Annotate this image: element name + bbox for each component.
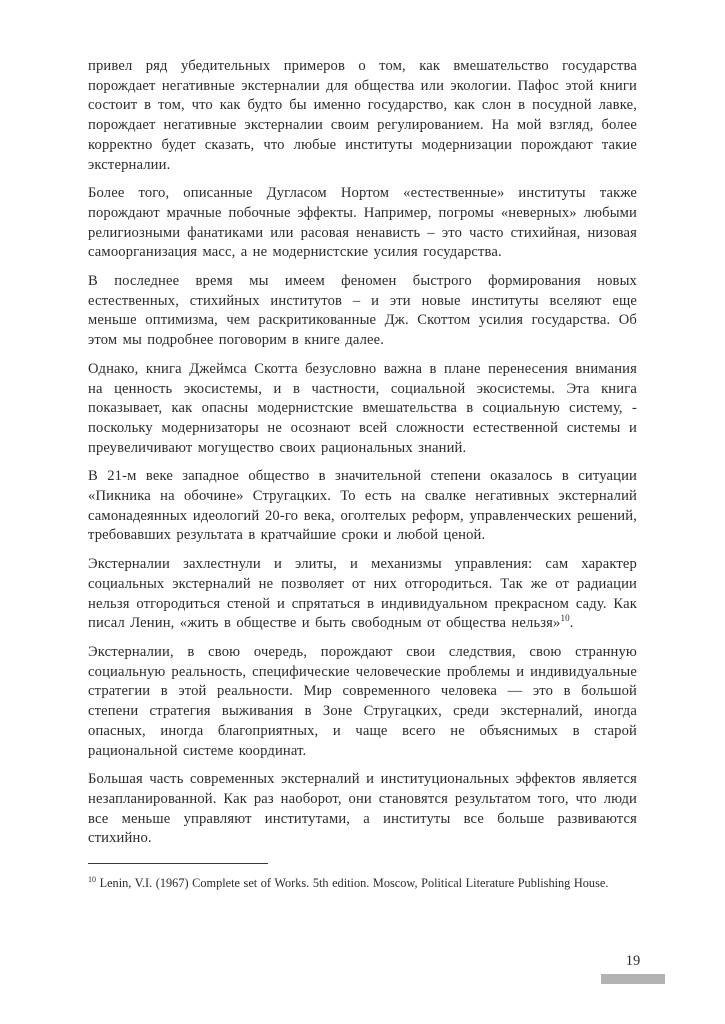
paragraph: Экстерналии захлестнули и элиты, и механизмы управления: сам характер социальных экстерналий не позволяет от них отгородиться. Так же от радиации нельзя отгородиться стеной и спрятаться в индивидуальном прекрасном саду. Как писал Ленин, «жить в обществе и быть свободным от общества нельзя»$^{10}$. xyxy=(88,556,637,632)
paragraph: Большая часть современных экстерналий и институциональных эффектов является незапланированной. Как раз наоборот, они становятся результатом того, что люди все меньше управляют институтами, а институты все больше развиваются стихийно. xyxy=(88,771,637,847)
footnote-marker: 10 xyxy=(88,875,96,885)
paragraph: Более того, описанные Дугласом Нортом «естественные» институты также порождают мрачные побочные эффекты. Например, погромы «неверных» любыми религиозными фанатиками или расовая ненависть – это часто стихийная, низовая самоорганизация масс, а не модернистские усилия государства. xyxy=(88,185,637,261)
page-number: 19 xyxy=(625,953,641,969)
page-number-bar xyxy=(601,974,665,984)
paragraph: В 21-м веке западное общество в значительной степени оказалось в ситуации «Пикника на обочине» Стругацких. То есть на свалке негативных экстерналий самонадеянных идеологий 20-го века, оголтелых реформ, управленческих решений, требовавших результата в кратчайшие сроки и любой ценой. xyxy=(88,468,637,544)
paragraph: В последнее время мы имеем феномен быстрого формирования новых естественных, стихийных институтов – и эти новые институты вселяют еще меньше оптимизма, чем раскритикованные Дж. Скоттом усилия государства. Об этом мы подробнее поговорим в книге далее. xyxy=(88,273,637,349)
page-footer xyxy=(601,953,665,984)
footnote-reference-marker: 10 xyxy=(560,613,570,624)
footnote-text: Lenin, V.I. (1967) Complete set of Works. 5th edition. Moscow, Political Literature Publishing House. xyxy=(96,876,609,891)
paragraph: привел ряд убедительных примеров о том, как вмешательство государства порождает негативные экстерналии для общества или экологии. Пафос этой книги состоит в том, что как будто бы именно государство, как слон в посудной лавке, порождает негативные экстерналии своим регулированием. На мой взгляд, более корректно будет сказать, что любые институты модернизации порождают такие экстерналии. xyxy=(88,58,637,173)
footnote-separator xyxy=(88,863,268,864)
paragraph: Экстерналии, в свою очередь, порождают свои следствия, свою странную социальную реальность, специфические человеческие проблемы и индивидуальные стратегии в этой реальности. Мир современного человека — это в большой степени стратегия выживания в Зоне Стругацких, среди экстерналий, иногда опасных, иногда благоприятных, и чаще всего не объяснимых в старой рациональной системе координат. xyxy=(88,643,637,759)
page-body-text xyxy=(88,57,637,849)
paragraph: Однако, книга Джеймса Скотта безусловно важна в плане перенесения внимания на ценность экосистемы, и в частности, социальной экосистемы. Эта книга показывает, как опасны модернистские вмешательства в социальную систему, - поскольку модернизаторы не осознают всей сложности естественной системы и преувеличивают могущество своих рациональных знаний. xyxy=(88,360,637,456)
footnote xyxy=(88,872,637,892)
